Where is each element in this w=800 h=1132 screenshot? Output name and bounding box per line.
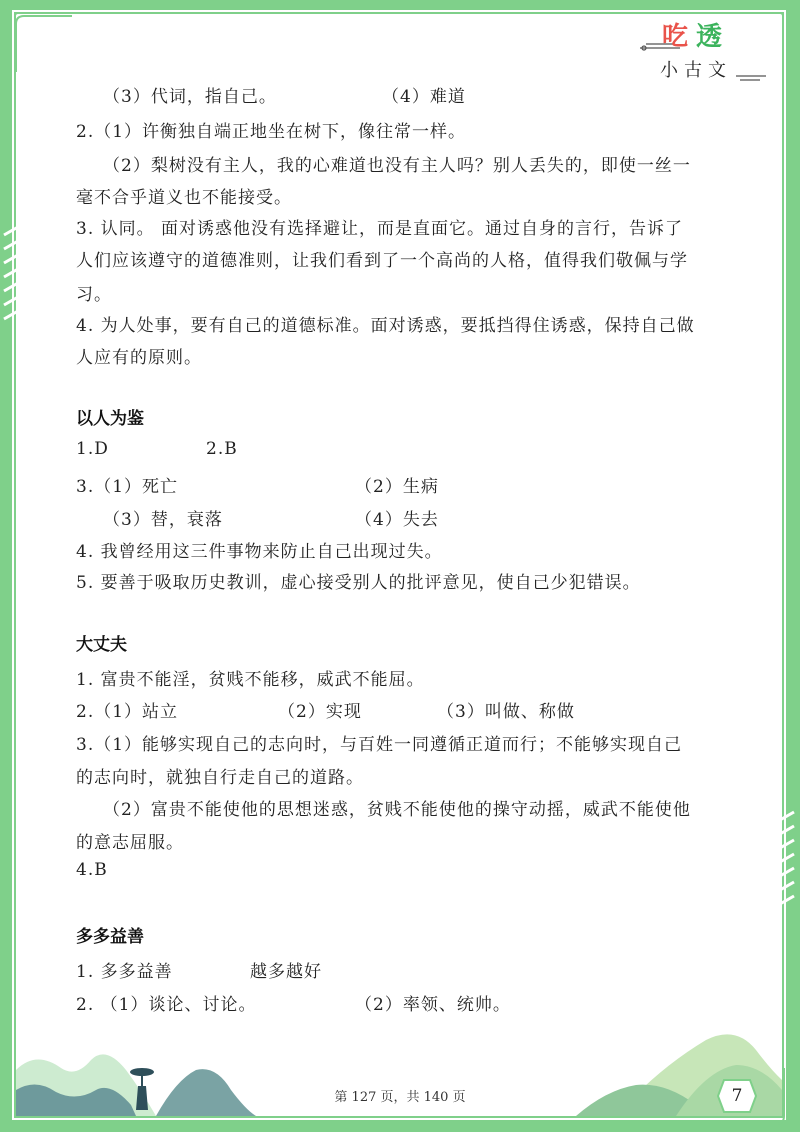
text-line: 4. 我曾经用这三件事物来防止自己出现过失。 <box>76 542 443 562</box>
text-line: 5. 要善于吸取历史教训，虚心接受别人的批评意见，使自己少犯错误。 <box>76 573 641 593</box>
text-line: （2）实现 <box>278 702 362 722</box>
text-line: 的志向时，就独自行走自己的道路。 <box>76 768 364 788</box>
text-line: 越多越好 <box>250 962 322 982</box>
text-line: 1. 多多益善 <box>76 962 173 982</box>
text-line: 4. 为人处事，要有自己的道德标准。面对诱惑，要抵挡得住诱惑，保持自己做 <box>76 316 695 336</box>
page-number: 7 <box>731 1086 743 1106</box>
logo-subtitle: 小古文 <box>660 60 732 81</box>
text-line: 人应有的原则。 <box>76 348 202 368</box>
text-line: 人们应该遵守的道德准则，让我们看到了一个高尚的人格，值得我们敬佩与学 <box>76 251 688 271</box>
text-line: 的意志屈服。 <box>76 833 184 853</box>
page-footer: 第 127 页，共 140 页 <box>334 1090 466 1105</box>
text-line: （4）失去 <box>355 510 439 530</box>
text-line: （3）叫做、称做 <box>437 702 575 722</box>
text-line: 习。 <box>76 285 112 305</box>
text-line: 1. 富贵不能淫，贫贱不能移，威武不能屈。 <box>76 670 425 690</box>
section-heading: 多多益善 <box>76 927 144 947</box>
text-line: （2）率领、统帅。 <box>355 995 511 1015</box>
text-line: 3.（1）能够实现自己的志向时，与百姓一同遵循正道而行；不能够实现自己 <box>76 735 683 755</box>
text-line: （4）难道 <box>382 87 466 107</box>
text-line: （2）生病 <box>355 477 439 497</box>
text-line: （3）代词，指自己。 <box>103 87 277 107</box>
section-heading: 大丈夫 <box>76 635 127 655</box>
text-line: （2）梨树没有主人，我的心难道也没有主人吗？别人丢失的，即使一丝一 <box>103 156 691 176</box>
text-line: （3）替，衰落 <box>103 510 223 530</box>
text-line: （2）富贵不能使他的思想迷惑，贫贱不能使他的操守动摇，威武不能使他 <box>103 800 691 820</box>
text-line: 3. 认同。 面对诱惑他没有选择避让，而是直面它。通过自身的言行，告诉了 <box>76 219 684 239</box>
text-line: 1.D <box>76 439 109 459</box>
text-line: 2. （1）谈论、讨论。 <box>76 995 257 1015</box>
text-line: 毫不合乎道义也不能接受。 <box>76 188 292 208</box>
logo-char-2: 透 <box>696 22 723 52</box>
text-line: 2.（1）许衡独自端正地坐在树下，像往常一样。 <box>76 122 467 142</box>
logo-char-1: 吃 <box>662 22 689 52</box>
text-line: 2.（1）站立 <box>76 702 179 722</box>
text-line: 2.B <box>206 439 238 459</box>
text-line: 4.B <box>76 860 108 880</box>
text-line: 3.（1）死亡 <box>76 477 179 497</box>
section-heading: 以人为鉴 <box>76 409 144 429</box>
